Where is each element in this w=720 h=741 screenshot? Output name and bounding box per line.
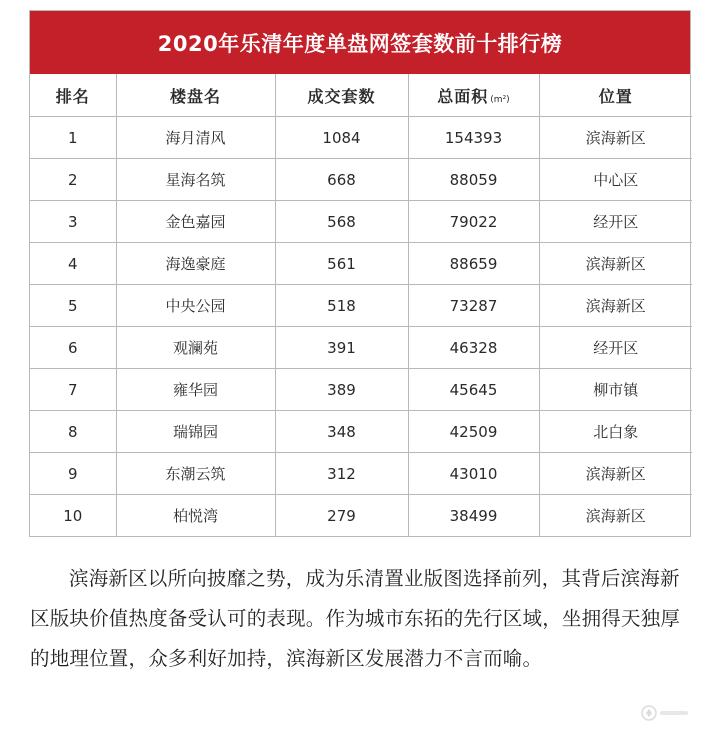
header-area-label: 总面积 xyxy=(437,86,489,106)
cell-area: 154393 xyxy=(408,117,539,159)
cell-location: 中心区 xyxy=(539,159,692,201)
cell-area: 79022 xyxy=(408,201,539,243)
cell-area: 88059 xyxy=(408,159,539,201)
cell-location: 滨海新区 xyxy=(539,117,692,159)
cell-location: 滨海新区 xyxy=(539,495,692,537)
cell-units: 389 xyxy=(275,369,408,411)
cell-rank: 8 xyxy=(30,411,116,453)
table-row xyxy=(30,411,692,453)
cell-units: 518 xyxy=(275,285,408,327)
table-row xyxy=(30,495,692,537)
cell-location: 滨海新区 xyxy=(539,285,692,327)
cell-project: 观澜苑 xyxy=(116,327,275,369)
cell-rank: 4 xyxy=(30,243,116,285)
cell-location: 经开区 xyxy=(539,327,692,369)
table-row xyxy=(30,285,692,327)
cell-project: 柏悦湾 xyxy=(116,495,275,537)
cell-units: 668 xyxy=(275,159,408,201)
cell-rank: 7 xyxy=(30,369,116,411)
table-row xyxy=(30,117,692,159)
table-title: 2020年乐清年度单盘网签套数前十排行榜 xyxy=(30,11,690,74)
cell-area: 38499 xyxy=(408,495,539,537)
cell-project: 星海名筑 xyxy=(116,159,275,201)
cell-project: 雍华园 xyxy=(116,369,275,411)
cell-project: 东潮云筑 xyxy=(116,453,275,495)
cell-area: 42509 xyxy=(408,411,539,453)
cell-rank: 3 xyxy=(30,201,116,243)
table-row xyxy=(30,453,692,495)
cell-area: 88659 xyxy=(408,243,539,285)
cell-units: 568 xyxy=(275,201,408,243)
cell-project: 瑞锦园 xyxy=(116,411,275,453)
cell-area: 45645 xyxy=(408,369,539,411)
header-area-unit: (m²) xyxy=(490,94,510,105)
header-location: 位置 xyxy=(539,74,692,117)
cell-location: 北白象 xyxy=(539,411,692,453)
ranking-table xyxy=(30,74,692,536)
cell-area: 73287 xyxy=(408,285,539,327)
cell-units: 1084 xyxy=(275,117,408,159)
cell-units: 348 xyxy=(275,411,408,453)
cell-rank: 6 xyxy=(30,327,116,369)
cell-units: 561 xyxy=(275,243,408,285)
cell-location: 滨海新区 xyxy=(539,453,692,495)
cell-rank: 10 xyxy=(30,495,116,537)
cell-location: 经开区 xyxy=(539,201,692,243)
cell-rank: 1 xyxy=(30,117,116,159)
watermark-logo-icon xyxy=(640,703,690,723)
table-row xyxy=(30,243,692,285)
cell-rank: 5 xyxy=(30,285,116,327)
cell-rank: 2 xyxy=(30,159,116,201)
cell-project: 海逸豪庭 xyxy=(116,243,275,285)
cell-project: 海月清风 xyxy=(116,117,275,159)
header-area xyxy=(408,74,539,117)
table-header-row xyxy=(30,74,692,117)
table-row xyxy=(30,201,692,243)
cell-location: 滨海新区 xyxy=(539,243,692,285)
header-project: 楼盘名 xyxy=(116,74,275,117)
cell-area: 43010 xyxy=(408,453,539,495)
header-rank: 排名 xyxy=(30,74,116,117)
table-row xyxy=(30,369,692,411)
table-row xyxy=(30,159,692,201)
table-row xyxy=(30,327,692,369)
cell-project: 中央公园 xyxy=(116,285,275,327)
cell-rank: 9 xyxy=(30,453,116,495)
cell-units: 391 xyxy=(275,327,408,369)
header-units: 成交套数 xyxy=(275,74,408,117)
cell-area: 46328 xyxy=(408,327,539,369)
cell-project: 金色嘉园 xyxy=(116,201,275,243)
cell-units: 279 xyxy=(275,495,408,537)
ranking-table-container xyxy=(29,10,691,537)
article-paragraph: 滨海新区以所向披靡之势，成为乐清置业版图选择前列，其背后滨海新区版块价值热度备受认可的表现。作为城市东拓的先行区域，坐拥得天独厚的地理位置，众多利好加持，滨海新区发展潜力不言而喻。 xyxy=(30,567,681,670)
cell-location: 柳市镇 xyxy=(539,369,692,411)
cell-units: 312 xyxy=(275,453,408,495)
